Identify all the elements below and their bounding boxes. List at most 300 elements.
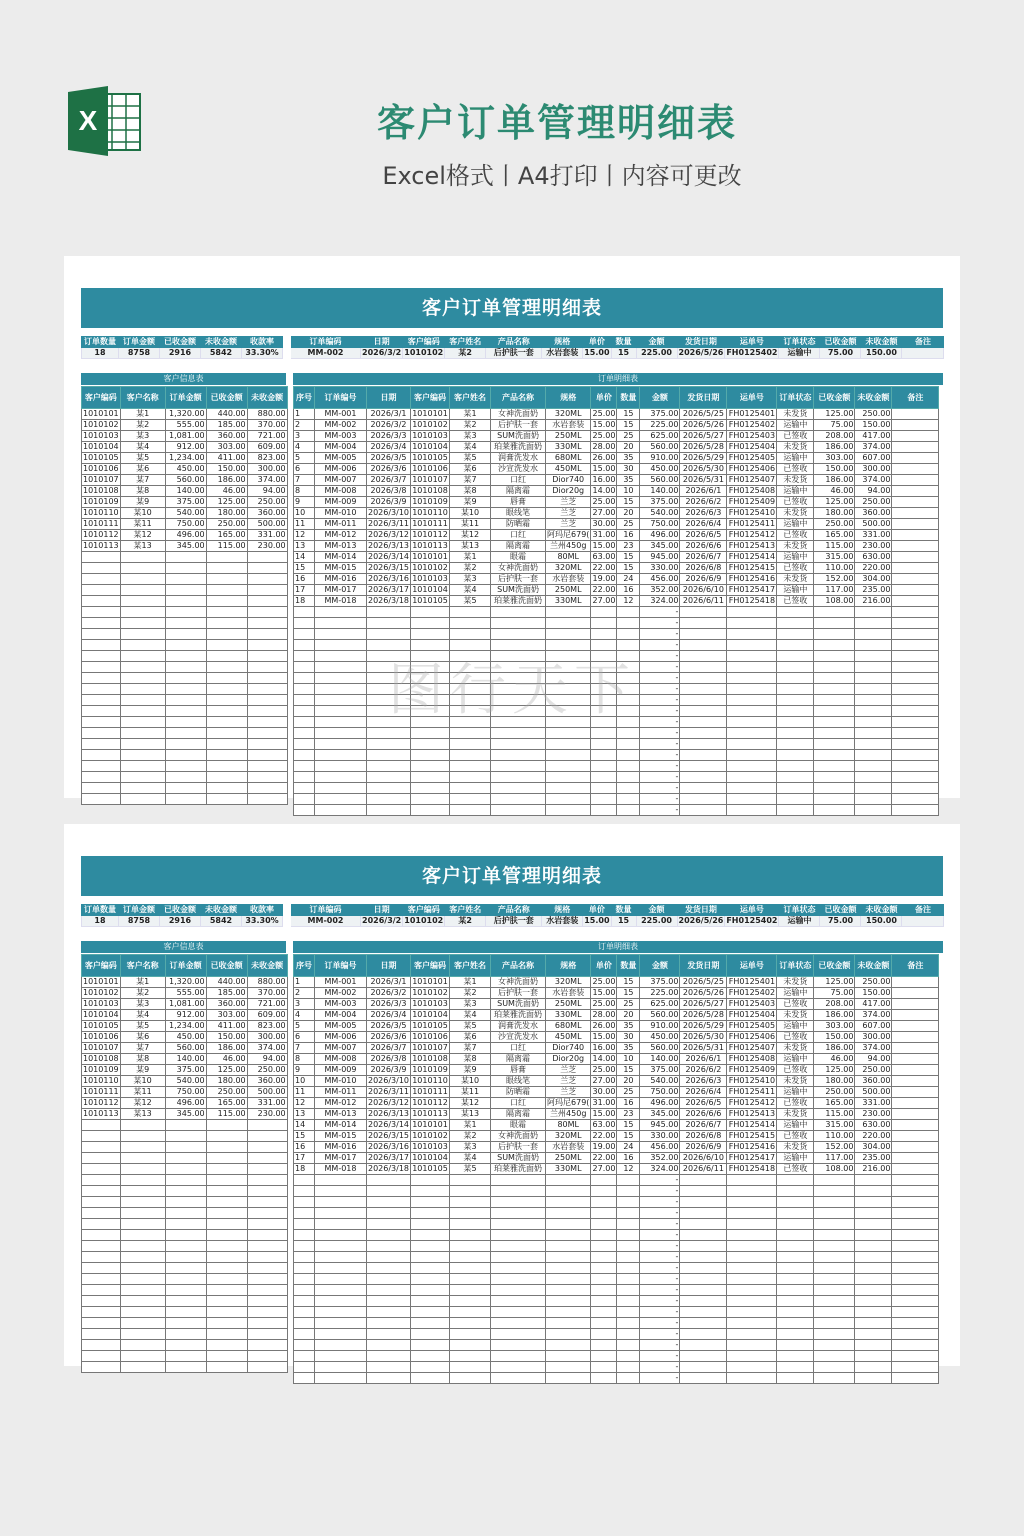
order-cell [892, 607, 939, 618]
order-cell: 31.00 [592, 530, 616, 539]
customer-cell [82, 750, 121, 761]
order-cell [855, 695, 892, 706]
customer-cell [247, 651, 287, 662]
order-cell: 2026/3/9 [367, 1065, 411, 1076]
order-cell [814, 684, 855, 695]
customer-cell: 1,081.00 [165, 431, 206, 442]
order-cell [591, 1307, 617, 1318]
customer-row [82, 1010, 288, 1021]
order-cell: 某9 [450, 497, 491, 508]
order-cell: 2026/5/29 [680, 453, 727, 464]
order-cell [892, 662, 939, 673]
order-cell: 1010102 [412, 420, 448, 429]
customer-cell: 125.00 [206, 1065, 247, 1076]
order-cell: 未发货 [777, 1076, 814, 1087]
customer-cell: 某8 [120, 1054, 165, 1065]
order-cell [546, 1296, 591, 1307]
order-cell: 250.00 [814, 519, 855, 530]
order-cell: 330.00 [640, 1131, 680, 1142]
customer-row [82, 1087, 288, 1098]
order-cell: FH0125409 [728, 497, 776, 506]
customer-cell: 某4 [120, 1010, 165, 1021]
order-cell: 31.00 [592, 1098, 616, 1107]
order-cell [814, 1274, 855, 1285]
order-cell [777, 1362, 814, 1373]
customer-cell: 823.00 [247, 453, 287, 464]
customer-row [82, 739, 288, 750]
order-row [294, 739, 939, 750]
order-cell: 15.00 [592, 420, 616, 429]
order-cell: FH0125407 [728, 1043, 776, 1052]
summary-header-cell: 订单数量 [82, 337, 119, 348]
customer-header-cell: 已收金额 [206, 387, 247, 409]
order-cell: 润膏洗发水 [491, 1021, 546, 1032]
order-cell: 15 [617, 977, 640, 988]
order-cell [892, 508, 939, 519]
summary-value-cell: 150.00 [861, 916, 902, 927]
order-cell: 315.00 [814, 1120, 855, 1131]
customer-cell: 374.00 [247, 1043, 287, 1054]
order-cell: 25 [617, 1087, 640, 1098]
order-cell [315, 629, 367, 640]
summary-value-cell: 2026/5/26 [678, 916, 724, 925]
order-cell [814, 750, 855, 761]
order-cell: 某12 [450, 1098, 491, 1109]
order-cell [450, 728, 491, 739]
order-cell: 320ML [546, 409, 591, 420]
order-cell [315, 761, 367, 772]
order-cell: 运输中 [777, 585, 814, 596]
order-cell [892, 728, 939, 739]
order-cell: 口红 [491, 1043, 546, 1054]
order-cell: 16.00 [592, 1043, 616, 1052]
order-cell [777, 1263, 814, 1274]
order-cell: - [640, 1208, 680, 1219]
summary-value-cell: FH0125402 [726, 916, 778, 925]
order-cell [367, 1208, 411, 1219]
order-cell [294, 1373, 315, 1384]
customer-cell [247, 706, 287, 717]
order-cell [315, 695, 367, 706]
order-cell [814, 1351, 855, 1362]
order-cell [450, 1241, 491, 1252]
order-cell [727, 717, 777, 728]
order-cell: 25 [617, 999, 640, 1010]
order-cell: 186.00 [814, 442, 855, 453]
order-cell: 2026/3/6 [367, 464, 411, 475]
order-cell [892, 1307, 939, 1318]
order-cell: 2026/6/8 [680, 1131, 727, 1142]
order-cell: 1010102 [412, 1131, 448, 1140]
order-cell: 2026/6/2 [680, 497, 727, 508]
order-cell [491, 1274, 546, 1285]
order-cell: 303.00 [814, 1021, 855, 1032]
customer-cell [120, 1230, 165, 1241]
order-cell [411, 618, 450, 629]
customer-cell [247, 1197, 287, 1208]
order-header-cell: 序号 [294, 955, 315, 977]
order-cell: 35 [617, 1021, 640, 1032]
customer-cell [82, 706, 121, 717]
order-cell [591, 739, 617, 750]
order-cell: 15 [617, 409, 640, 420]
order-cell: 眼霜 [491, 1120, 546, 1131]
order-cell [855, 1197, 892, 1208]
order-cell: FH0125415 [728, 563, 776, 572]
order-cell [315, 1351, 367, 1362]
order-cell [315, 1252, 367, 1263]
order-cell [315, 1285, 367, 1296]
summary-value-cell [902, 348, 944, 359]
customer-cell: 1010106 [83, 1032, 119, 1041]
customer-row [82, 988, 288, 999]
order-cell [727, 1219, 777, 1230]
customer-cell [165, 651, 206, 662]
order-cell: 352.00 [640, 1153, 680, 1164]
customer-cell [165, 695, 206, 706]
customer-cell [206, 651, 247, 662]
summary-value-cell [283, 348, 291, 359]
customer-cell [165, 750, 206, 761]
order-cell [892, 596, 939, 607]
order-row [294, 1263, 939, 1274]
order-row [294, 999, 939, 1010]
customer-cell: 450.00 [165, 464, 206, 475]
order-cell: 180.00 [814, 1076, 855, 1087]
customer-cell [82, 596, 121, 607]
order-cell [315, 794, 367, 805]
order-cell [855, 607, 892, 618]
order-row [294, 1274, 939, 1285]
customer-cell: 185.00 [206, 988, 247, 999]
customer-cell [206, 1219, 247, 1230]
order-cell [617, 1274, 640, 1285]
order-cell: 1010109 [412, 1065, 448, 1074]
order-cell: 某4 [450, 585, 491, 596]
order-cell: 兰州450g [546, 541, 591, 552]
order-cell: 某5 [450, 453, 491, 464]
customer-cell [120, 1274, 165, 1285]
order-table [293, 386, 939, 816]
customer-cell: 某9 [120, 497, 165, 508]
order-header-cell: 未收金额 [855, 387, 892, 409]
order-cell [680, 629, 727, 640]
order-cell [411, 750, 450, 761]
order-cell: 320ML [546, 1131, 591, 1142]
order-header-row [294, 387, 939, 409]
order-cell: - [640, 662, 680, 673]
order-cell [491, 629, 546, 640]
order-cell [727, 1263, 777, 1274]
customer-cell [120, 596, 165, 607]
order-cell [727, 1285, 777, 1296]
order-cell: 2026/3/11 [368, 1087, 410, 1096]
order-cell [777, 662, 814, 673]
order-cell: 运输中 [777, 453, 814, 464]
customer-header-cell: 客户名称 [120, 955, 165, 977]
order-cell: MM-007 [315, 475, 367, 486]
summary-header-cell: 单价 [583, 337, 611, 348]
order-row [294, 596, 939, 607]
customer-cell: 374.00 [247, 475, 287, 486]
customer-row [82, 750, 288, 761]
order-cell [617, 761, 640, 772]
order-cell [591, 728, 617, 739]
order-cell [892, 1065, 939, 1076]
order-cell: 496.00 [640, 530, 680, 541]
order-cell [855, 1186, 892, 1197]
order-cell: 某3 [450, 431, 491, 442]
summary-header-cell: 金额 [636, 337, 677, 348]
order-cell [491, 1329, 546, 1340]
order-cell [294, 1307, 315, 1318]
order-cell [892, 673, 939, 684]
customer-cell: 345.00 [165, 1109, 206, 1120]
order-cell: FH0125412 [728, 1098, 776, 1107]
order-cell: 15.00 [592, 464, 616, 473]
order-cell: 2026/3/8 [367, 486, 411, 497]
customer-header-cell: 客户编码 [82, 955, 121, 977]
customer-cell [120, 1175, 165, 1186]
order-cell: 300.00 [855, 464, 892, 475]
order-cell: 330ML [546, 1164, 591, 1175]
customer-cell [120, 1153, 165, 1164]
order-cell: MM-016 [315, 574, 367, 585]
customer-cell [120, 1142, 165, 1153]
customer-cell: 500.00 [247, 519, 287, 530]
order-cell: 25.00 [592, 977, 616, 986]
order-row [294, 563, 939, 574]
order-row [294, 574, 939, 585]
order-cell: 某2 [450, 563, 491, 574]
customer-row [82, 1054, 288, 1065]
order-cell: MM-013 [315, 541, 367, 552]
order-cell [814, 629, 855, 640]
order-cell: SUM洗面奶 [491, 431, 546, 442]
order-cell: 未发货 [777, 475, 814, 486]
customer-cell: 某10 [120, 508, 165, 519]
order-cell [315, 717, 367, 728]
order-cell [892, 988, 939, 999]
order-cell [411, 1307, 450, 1318]
order-cell: 2026/3/18 [368, 596, 410, 605]
customer-cell: 1010102 [83, 420, 119, 429]
order-cell [315, 651, 367, 662]
order-cell: 已签收 [777, 431, 814, 442]
order-cell [892, 1153, 939, 1164]
customer-cell: 某2 [120, 988, 165, 999]
order-cell: 1010113 [412, 541, 448, 550]
customer-cell [82, 1351, 121, 1362]
order-cell [727, 695, 777, 706]
customer-row [82, 1241, 288, 1252]
order-cell: 2026/5/30 [680, 464, 727, 475]
order-cell [727, 761, 777, 772]
order-cell: Dior740 [546, 475, 591, 486]
customer-cell [206, 1263, 247, 1274]
order-cell: 374.00 [855, 1010, 892, 1021]
order-cell [814, 1197, 855, 1208]
customer-cell [82, 684, 121, 695]
order-cell [294, 761, 315, 772]
order-cell: MM-011 [315, 1087, 367, 1098]
order-cell [892, 519, 939, 530]
order-row [294, 1142, 939, 1153]
order-cell [680, 1351, 727, 1362]
order-cell: 某2 [450, 988, 491, 999]
order-cell: 320ML [546, 977, 591, 988]
order-cell [367, 1307, 411, 1318]
summary-value-cell: 150.00 [861, 348, 902, 359]
order-cell [591, 1351, 617, 1362]
order-cell [777, 1208, 814, 1219]
order-cell [367, 1373, 411, 1384]
order-row [294, 1340, 939, 1351]
customer-cell: 250.00 [247, 1065, 287, 1076]
order-cell: 250.00 [855, 1065, 892, 1076]
order-cell: 珀莱雅洗面奶 [491, 1164, 546, 1175]
summary-value-cell: MM-002 [291, 348, 361, 359]
order-cell [367, 805, 411, 816]
customer-cell [165, 717, 206, 728]
order-cell [617, 805, 640, 816]
order-cell: 945.00 [640, 1120, 680, 1131]
customer-cell [82, 1252, 121, 1263]
order-cell: 9 [294, 1065, 315, 1076]
order-row [294, 1120, 939, 1131]
order-cell [892, 1043, 939, 1054]
customer-cell [165, 1197, 206, 1208]
customer-cell [206, 607, 247, 618]
order-cell [680, 640, 727, 651]
customer-cell: 186.00 [206, 475, 247, 486]
order-cell [450, 1340, 491, 1351]
order-cell [546, 618, 591, 629]
order-row [294, 1318, 939, 1329]
summary-header-cell: 客户姓名 [445, 905, 486, 916]
summary-value-cell: 运输中 [779, 348, 820, 359]
customer-cell: 555.00 [165, 420, 206, 431]
customer-row [82, 772, 288, 783]
order-header-cell: 运单号 [727, 955, 777, 977]
order-cell: 35 [617, 453, 640, 464]
order-row [294, 1153, 939, 1164]
customer-cell: 1010105 [83, 453, 119, 462]
order-cell: 1010101 [412, 977, 448, 986]
order-cell: MM-012 [315, 530, 367, 541]
order-cell: 后护肤一套 [491, 574, 546, 585]
order-cell: 9 [294, 497, 315, 508]
customer-cell: 345.00 [165, 541, 206, 552]
order-cell: 75.00 [814, 988, 855, 999]
order-cell: 2026/5/25 [680, 977, 727, 988]
order-header-cell: 金额 [640, 387, 680, 409]
customer-cell: 360.00 [247, 508, 287, 519]
order-cell: 16.00 [592, 475, 616, 484]
order-cell: 兰芝 [546, 1076, 591, 1087]
order-cell: 25.00 [592, 1065, 616, 1074]
order-cell [491, 1307, 546, 1318]
customer-cell [247, 1252, 287, 1263]
order-cell: 750.00 [640, 1087, 680, 1098]
order-cell: FH0125414 [728, 1120, 776, 1129]
order-header-cell: 客户编码 [411, 955, 450, 977]
order-cell [591, 1362, 617, 1373]
order-cell [680, 1230, 727, 1241]
order-cell: FH0125405 [728, 1021, 776, 1030]
order-cell: FH0125411 [728, 1087, 776, 1096]
order-cell: 2026/6/9 [680, 574, 727, 585]
order-cell [814, 673, 855, 684]
order-cell [450, 1263, 491, 1274]
order-cell [617, 1252, 640, 1263]
order-header-cell: 已收金额 [814, 387, 855, 409]
order-cell [617, 607, 640, 618]
order-cell [411, 728, 450, 739]
order-cell: - [640, 1241, 680, 1252]
order-cell [617, 794, 640, 805]
order-cell [855, 1318, 892, 1329]
order-cell [491, 728, 546, 739]
order-cell: 216.00 [855, 596, 892, 607]
order-cell: MM-012 [315, 1098, 367, 1109]
order-cell [411, 1362, 450, 1373]
customer-header-cell: 未收金额 [247, 955, 287, 977]
customer-cell: 300.00 [247, 1032, 287, 1043]
order-cell [814, 1329, 855, 1340]
order-cell [591, 794, 617, 805]
order-cell: 2026/3/10 [368, 1076, 410, 1085]
customer-cell [247, 761, 287, 772]
order-cell: 20 [617, 508, 640, 519]
customer-row [82, 1021, 288, 1032]
customer-cell: 880.00 [247, 409, 287, 420]
order-cell: 15.00 [592, 541, 616, 550]
summary-value-cell [283, 916, 291, 927]
order-cell [814, 1208, 855, 1219]
customer-cell [120, 717, 165, 728]
order-cell [680, 717, 727, 728]
order-cell: 眼线笔 [491, 508, 546, 519]
order-cell [450, 1219, 491, 1230]
customer-cell [247, 640, 287, 651]
customer-cell: 880.00 [247, 977, 287, 988]
order-cell: 1010105 [412, 1021, 448, 1030]
customer-cell [206, 1274, 247, 1285]
order-cell: 某13 [450, 541, 491, 552]
order-cell [450, 1197, 491, 1208]
customer-cell [120, 761, 165, 772]
order-cell: 兰芝 [546, 1065, 591, 1076]
order-row [294, 1021, 939, 1032]
customer-cell: 某8 [120, 486, 165, 497]
order-row [294, 1307, 939, 1318]
summary-header-cell: 发货日期 [677, 905, 725, 916]
order-cell [491, 783, 546, 794]
order-cell: 304.00 [855, 574, 892, 585]
order-cell [411, 1285, 450, 1296]
order-row [294, 1329, 939, 1340]
order-cell [411, 1186, 450, 1197]
order-cell: 235.00 [855, 585, 892, 596]
order-cell: FH0125408 [728, 1054, 776, 1063]
customer-row [82, 409, 288, 420]
order-cell: 润膏洗发水 [491, 453, 546, 464]
customer-cell: 94.00 [247, 486, 287, 497]
sheet-banner: 客户订单管理明细表 [81, 856, 943, 896]
order-cell: 250.00 [855, 497, 892, 508]
order-cell: MM-006 [315, 464, 367, 475]
